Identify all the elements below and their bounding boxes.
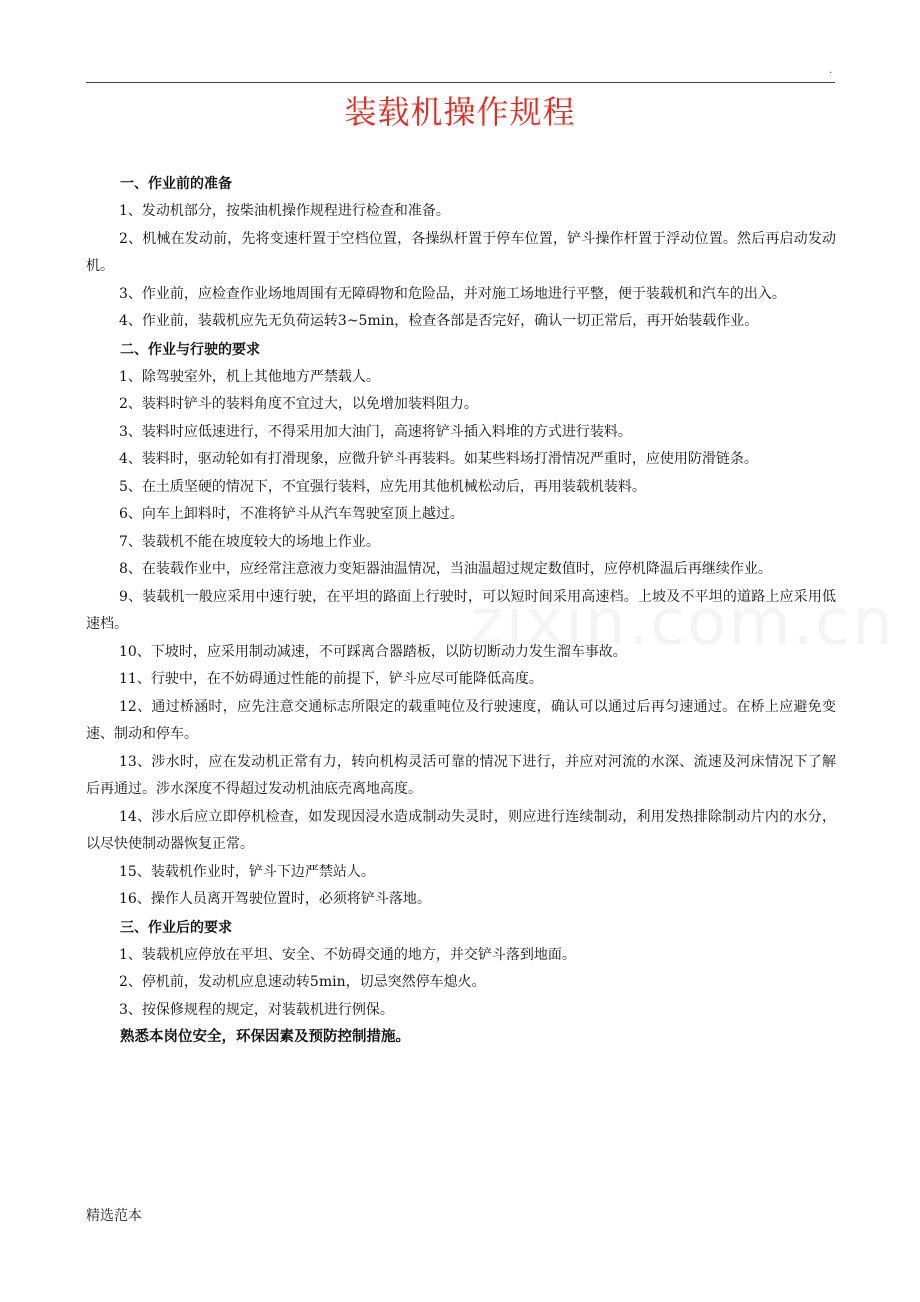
- document-body: [86, 170, 836, 1051]
- footer-label: 精选范本: [86, 1208, 142, 1224]
- list-item: 1、发动机部分，按柴油机操作规程进行检查和准备。: [119, 203, 450, 219]
- section-heading: 三、作业后的要求: [120, 919, 232, 936]
- list-item: 2、装料时铲斗的装料角度不宜过大，以免增加装料阻力。: [119, 396, 478, 412]
- list-item: 3、装料时应低速进行，不得采用加大油门，高速将铲斗插入料堆的方式进行装料。: [119, 423, 632, 440]
- list-item: 15、装载机作业时，铲斗下边严禁站人。: [119, 863, 375, 880]
- closing-note: 熟悉本岗位安全，环保因素及预防控制措施。: [120, 1029, 410, 1045]
- list-item: 1、除驾驶室外，机上其他地方严禁载人。: [119, 368, 380, 385]
- list-item: 4、作业前，装载机应先无负荷运转3~5min，检查各部是否完好，确认一切正常后，再开始装载作业。: [119, 313, 759, 329]
- list-item: 6、向车上卸料时，不准将铲斗从汽车驾驶室顶上越过。: [119, 506, 464, 522]
- document-title: 装载机操作规程: [344, 93, 576, 131]
- section-heading: 一、作业前的准备: [120, 176, 232, 192]
- list-item: 3、按保修规程的规定，对装载机进行例保。: [119, 1001, 394, 1018]
- list-item: 9、装载机一般应采用中速行驶，在平坦的路面上行驶时，可以短时间采用高速档。上坡及不平坦的道路上应采用低速档。: [86, 588, 836, 632]
- list-item: 5、在土质坚硬的情况下，不宜强行装料，应先用其他机械松动后，再用装载机装料。: [119, 478, 646, 495]
- list-item: 14、涉水后应立即停机检查，如发现因浸水造成制动失灵时，则应进行连续制动，利用发热排除制动片内的水分，以尽快使制动器恢复正常。: [86, 808, 836, 852]
- list-item: 13、涉水时，应在发动机正常有力，转向机构灵活可靠的情况下进行，并应对河流的水深、流速及河床情况下了解后再通过。涉水深度不得超过发动机油底壳离地高度。: [86, 753, 836, 797]
- list-item: 11、行驶中，在不妨碍通过性能的前提下，铲斗应尽可能降低高度。: [119, 671, 543, 687]
- list-item: 2、停机前，发动机应息速动转5min，切忌突然停车熄火。: [119, 974, 486, 990]
- list-item: 12、通过桥涵时，应先注意交通标志所限定的载重吨位及行驶速度，确认可以通过后再匀速通过。在桥上应避免变速、制动和停车。: [86, 698, 836, 742]
- list-item: 16、操作人员离开驾驶位置时，必须将铲斗落地。: [119, 891, 431, 907]
- list-item: 8、在装载作业中，应经常注意液力变矩器油温情况，当油温超过规定数值时，应停机降温后再继续作业。: [119, 561, 772, 577]
- list-item: 3、作业前，应检查作业场地周围有无障碍物和危险品，并对施工场地进行平整，便于装载机和汽车的出入。: [119, 285, 786, 302]
- header-rule: [86, 82, 835, 83]
- list-item: 10、下坡时，应采用制动减速，不可踩离合器踏板，以防切断动力发生溜车事故。: [119, 643, 627, 660]
- section-post-operation: [86, 914, 836, 1025]
- header-mark: .: [829, 65, 833, 76]
- list-item: 2、机械在发动前，先将变速杆置于空档位置，各操纵杆置于停车位置，铲斗操作杆置于浮动位置。然后再启动发动机。: [86, 230, 836, 274]
- section-pre-operation: [86, 170, 836, 336]
- list-item: 1、装载机应停放在平坦、安全、不妨碍交通的地方，并交铲斗落到地面。: [119, 946, 576, 963]
- section-heading: 二、作业与行驶的要求: [120, 341, 260, 358]
- list-item: 4、装料时，驱动轮如有打滑现象，应微升铲斗再装料。如某些料场打滑情况严重时，应使用防滑链条。: [119, 451, 758, 467]
- list-item: 7、装载机不能在坡度较大的场地上作业。: [119, 533, 380, 550]
- section-operation-driving: [86, 336, 836, 914]
